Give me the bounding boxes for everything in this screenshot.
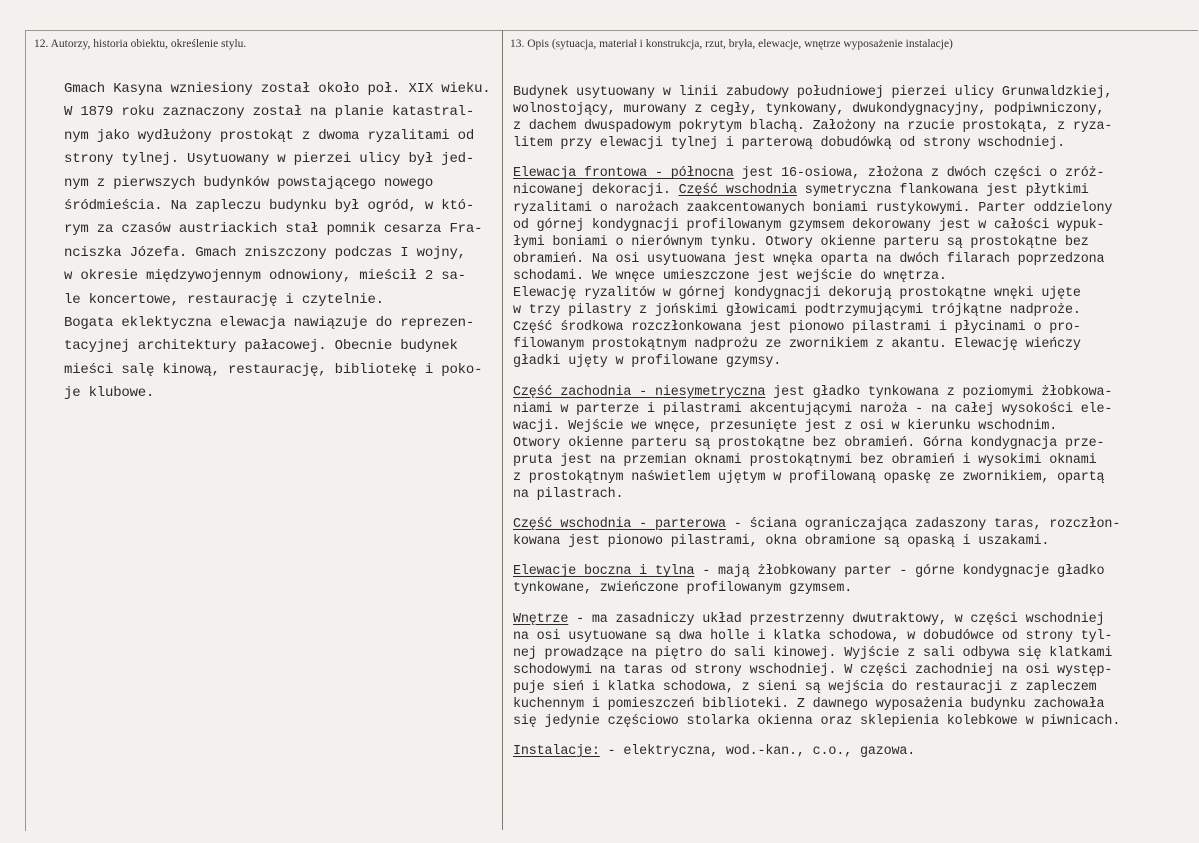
history-line: rym za czasów austriackich stał pomnik cesarza Fra- [64,221,483,238]
section-label: Część zachodnia - niesymetryczna [513,384,766,400]
line-text: symetryczna flankowana jest płytkimi [796,183,1089,199]
description-line [513,486,1193,503]
description-line [513,713,1193,730]
line-text: litem przy elewacji tylnej i parterową dobudówką od strony wschodniej. [513,136,1065,152]
description-line [513,679,1193,696]
description-line [513,165,1193,182]
line-text: z dachem dwuspadowym pokrytym blachą. Założony na rzucie prostokąta, z ryza- [513,119,1113,135]
description-line [513,234,1193,251]
description-line [513,611,1193,628]
description-line [513,580,1193,597]
line-text: gładki ujęty w profilowane gzymsy. [513,354,782,370]
line-text: obramień. Na osi usytuowana jest wnęka oparta na dwóch filarach poprzedzona [513,251,1105,267]
history-text [64,78,504,405]
description-paragraph [513,165,1193,370]
line-text: - mają żłobkowany parter - górne kondygnacje gładko [694,564,1105,580]
line-text: tynkowane, zwieńczone profilowanym gzymsem. [513,581,853,597]
description-line [513,84,1193,101]
section-label: Elewacje boczna i tylna [513,564,695,580]
line-text: na pilastrach. [513,487,624,503]
history-line: le koncertowe, restaurację i czytelnie. [64,291,384,308]
section-13-header: 13. Opis (sytuacja, materiał i konstrukcja, rzut, bryła, elewacje, wnętrze wyposażenie instalacje) [510,38,953,50]
section-12-header: 12. Autorzy, historia obiektu, określenie stylu. [34,38,247,50]
description-line [513,268,1193,285]
description-paragraph [513,516,1193,550]
line-text: jest gładko tynkowana z poziomymi żłobkowa- [765,384,1113,400]
line-text: - ma zasadniczy układ przestrzenny dwutraktowy, w części wschodniej [568,611,1105,627]
history-line: mieści salę kinową, restaurację, bibliotekę i poko- [64,361,483,378]
description-line [513,182,1193,199]
line-text: nej prowadzące na piętro do sali kinowej. Wyjście z sali odbywa się klatkami [513,645,1113,661]
line-text: schodami. We wnęce umieszczone jest wejście do wnętrza. [513,268,947,284]
description-line [513,200,1193,217]
line-text: puje sień i klatka schodowa, z sieni są wejścia do restauracji z zapleczem [513,679,1097,695]
line-text: od górnej kondygnacji profilowanym gzymsem dekorowany jest w całości wypuk- [513,217,1105,233]
line-text: wacji. Wejście we wnęce, przesunięte jest z osi w kierunku wschodnim. [513,418,1058,434]
description-line [513,319,1193,336]
line-text: schodowymi na taras od strony wschodniej. W części zachodniej na osi występ- [513,662,1113,678]
line-text: - elektryczna, wod.-kan., c.o., gazowa. [599,744,916,760]
history-line: strony tylnej. Usytuowany w pierzei ulicy był jed- [64,151,475,168]
description-line [513,418,1193,435]
description-line [513,662,1193,679]
line-text: na osi usytuowane są dwa holle i klatka schodowa, w dobudówce od strony tyl- [513,628,1113,644]
history-line: tacyjnej architektury pałacowej. Obecnie budynek [64,338,458,355]
history-line: Gmach Kasyna wzniesiony został około poł. XIX wieku. [64,81,491,97]
line-text: kuchennym i pomieszczeń biblioteki. Z dawnego wyposażenia budynku zachowała [513,697,1105,712]
line-text: z prostokątnym naświetlem ujętym w profilowaną opaskę ze zwornikiem, opartą [513,469,1105,485]
description-line [513,401,1193,418]
history-line: w okresie międzywojennym odnowiony, mieścił 2 sa- [64,268,466,285]
history-line: nym jako wydłużony prostokąt z dwoma ryzalitami od [64,127,475,144]
description-line [513,353,1193,370]
description-line [513,336,1193,353]
line-text: wolnostojący, murowany z cegły, tynkowany, dwukondygnacyjny, podpiwniczony, [513,102,1105,118]
description-paragraph [513,563,1193,597]
description-line [513,696,1193,713]
description-paragraph [513,611,1193,731]
description-paragraph [513,384,1193,504]
history-line: Bogata eklektyczna elewacja nawiązuje do reprezen- [64,314,475,331]
line-text: w trzy pilastry z jońskimi głowicami podtrzymującymi trójkątne nadproże. [513,303,1081,319]
line-text: Elewację ryzalitów w górnej kondygnacji dekorują prostokątne wnęki ujęte [513,286,1081,302]
description-line [513,384,1193,401]
description-paragraph [513,743,1193,760]
description-line [513,251,1193,268]
line-text: się jedynie częściowo stolarka okienna oraz sklepienia kolebkowe w piwnicach. [513,714,1121,730]
history-line: nciszka Józefa. Gmach zniszczony podczas I wojny, [64,244,466,261]
line-text: Część środkowa rozczłonkowana jest pionowo pilastrami i płycinami o pro- [513,320,1081,336]
line-text: ryzalitami o narożach zaakcentowanych boniami rustykowymi. Parter oddzielony [513,200,1113,216]
description-paragraph [513,84,1193,152]
line-text: nicowanej dekoracji. [513,183,679,199]
history-line: W 1879 roku zaznaczony został na planie katastral- [64,104,475,121]
line-text: - ściana ograniczająca zadaszony taras, rozczłon- [725,517,1121,533]
line-text: Budynek usytuowany w linii zabudowy południowej pierzei ulicy Grunwaldzkiej, [513,85,1113,100]
history-line: śródmieścia. Na zapleczu budynku był ogród, w któ- [64,197,475,214]
description-line [513,628,1193,645]
description-line [513,435,1193,452]
description-line [513,285,1193,302]
section-label: Instalacje: [513,744,600,760]
section-label: Część wschodnia - parterowa [513,517,726,533]
line-text: filowanym prostokątnym nadprożu ze zwornikiem z akantu. Elewację wieńczy [513,337,1081,353]
line-text: łymi boniami o nierównym tynku. Otwory okienne parteru są prostokątne bez [513,234,1089,250]
description-line [513,743,1193,760]
description-line [513,217,1193,234]
description-line [513,533,1193,550]
description-line [513,516,1193,533]
description-line [513,452,1193,469]
line-text: kowana jest pionowo pilastrami, okna obramione są opaską i uszakami. [513,534,1050,550]
line-text: Otwory okienne parteru są prostokątne bez obramień. Górna kondygnacja prze- [513,435,1105,451]
line-text: jest 16-osiowa, złożona z dwóch części o zróż- [733,166,1105,182]
section-label: Część wschodnia [678,183,797,199]
description-line [513,101,1193,118]
history-line: nym z pierwszych budynków powstającego nowego [64,174,434,191]
history-line: je klubowe. [64,385,155,402]
description-line [513,118,1193,135]
description-text [513,84,1193,760]
line-text: niami w parterze i pilastrami akcentującymi naroża - na całej wysokości ele- [513,401,1113,417]
line-text: pruta jest na przemian oknami prostokątnymi bez obramień i wysokimi oknami [513,452,1097,468]
description-line [513,302,1193,319]
section-label: Elewacja frontowa - północna [513,166,734,182]
description-line [513,469,1193,486]
description-line [513,563,1193,580]
description-line [513,645,1193,662]
description-line [513,135,1193,152]
section-label: Wnętrze [513,611,569,627]
